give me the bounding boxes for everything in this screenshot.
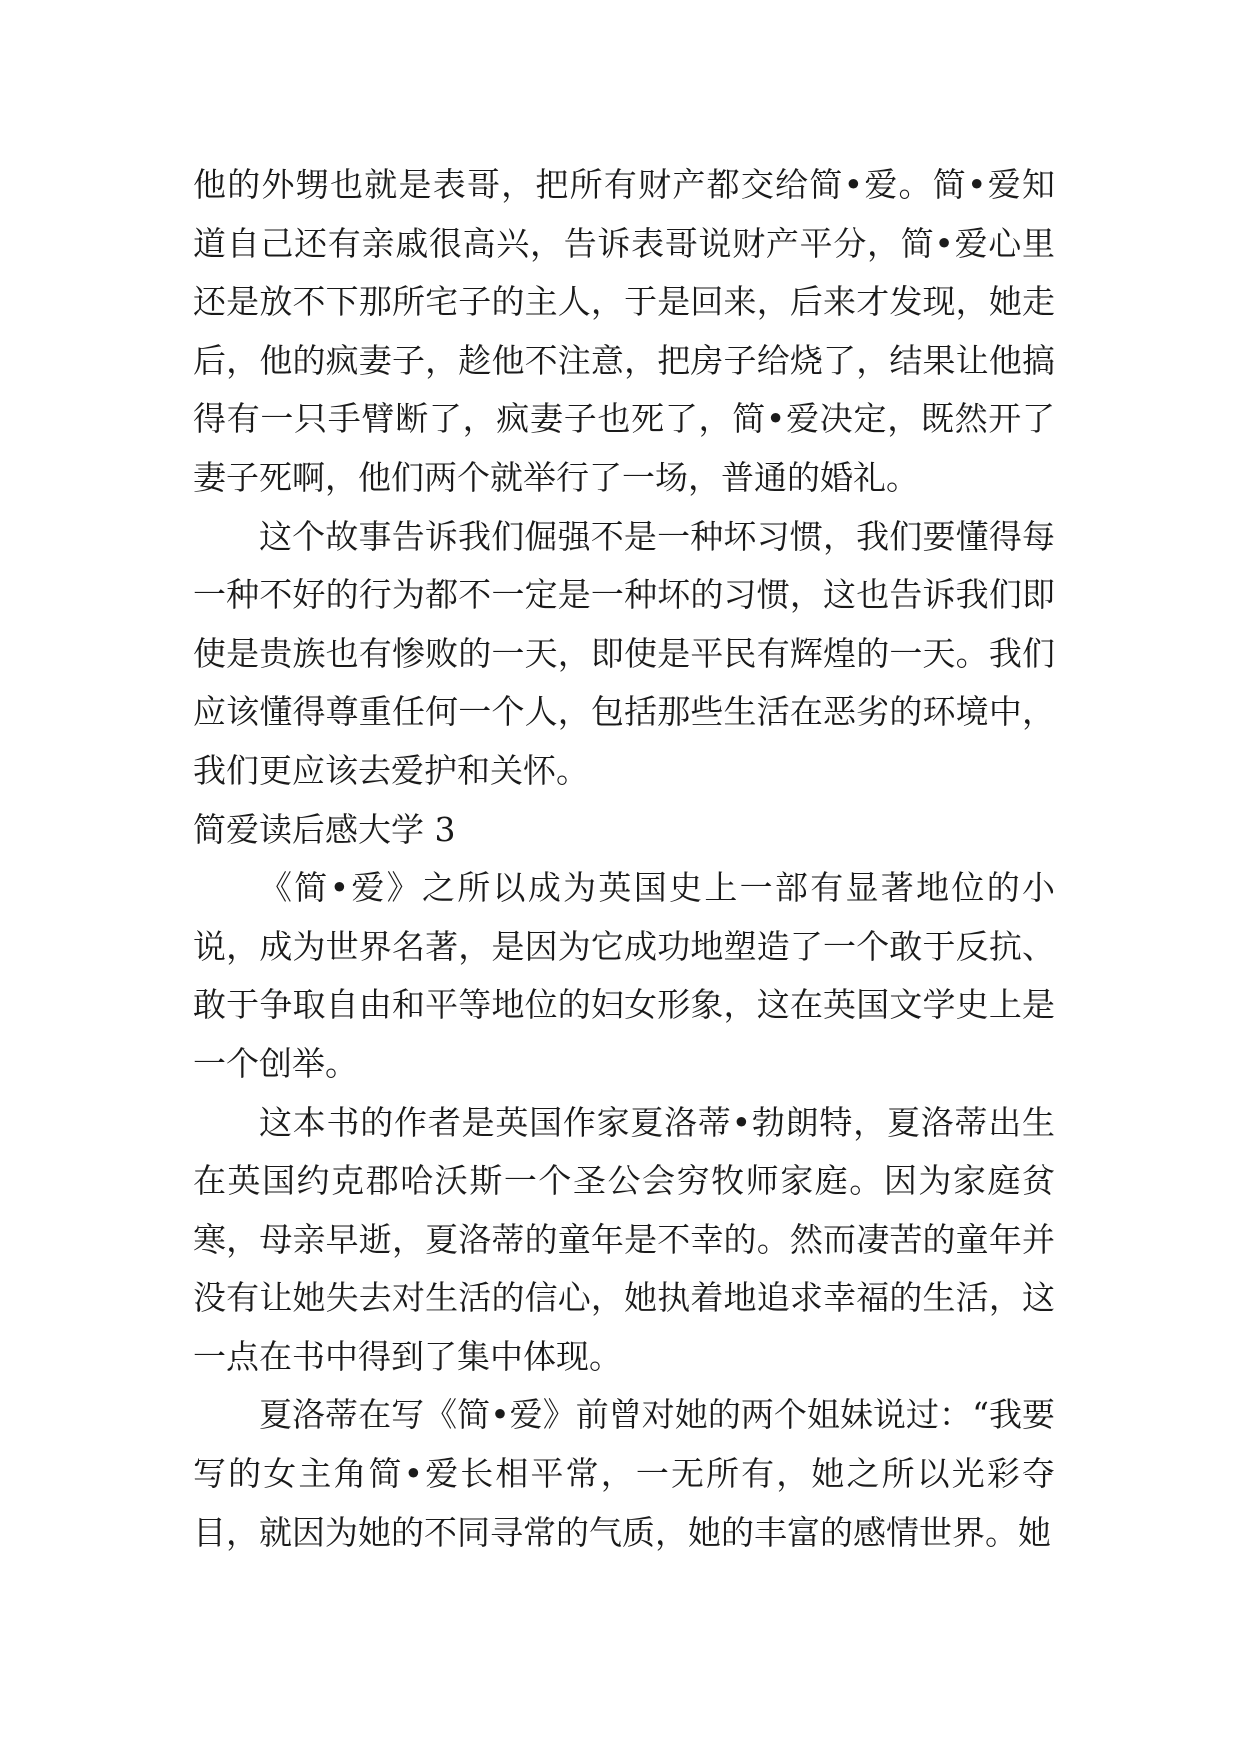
paragraph-author: 这本书的作者是英国作家夏洛蒂•勃朗特，夏洛蒂出生在英国约克郡哈沃斯一个圣公会穷牧师家庭。因为家庭贫寒，母亲早逝，夏洛蒂的童年是不幸的。然而凄苦的童年并没有让她失去对生活的信心，她执着地追求幸福的生活，这一点在书中得到了集中体现。 [193,1102,1055,1376]
paragraph-quote: 夏洛蒂在写《简•爱》前曾对她的两个姐妹说过：“我要写的女主角简•爱长相平常，一无所有，她之所以光彩夺目，就因为她的不同寻常的气质，她的丰富的感情世界。她 [193,1395,1055,1552]
paragraph-intro: 《简•爱》之所以成为英国史上一部有显著地位的小说，成为世界名著，是因为它成功地塑造了一个敢于反抗、敢于争取自由和平等地位的妇女形象，这在英国文学史上是一个创举。 [193,868,1055,1083]
section-heading: 简爱读后感大学 3 [193,809,456,849]
document-body [193,156,1055,1562]
paragraph-moral: 这个故事告诉我们倔强不是一种坏习惯，我们要懂得每一种不好的行为都不一定是一种坏的习惯，这也告诉我们即使是贵族也有惨败的一天，即使是平民有辉煌的一天。我们应该懂得尊重任何一个人，包括那些生活在恶劣的环境中，我们更应该去爱护和关怀。 [193,516,1055,790]
paragraph-continuation: 他的外甥也就是表哥，把所有财产都交给简•爱。简•爱知道自己还有亲戚很高兴，告诉表哥说财产平分，简•爱心里还是放不下那所宅子的主人，于是回来，后来才发现，她走后，他的疯妻子，趁他不注意，把房子给烧了，结果让他搞得有一只手臂断了，疯妻子也死了，简•爱决定，既然开了妻子死啊，他们两个就举行了一场，普通的婚礼。 [193,165,1055,497]
